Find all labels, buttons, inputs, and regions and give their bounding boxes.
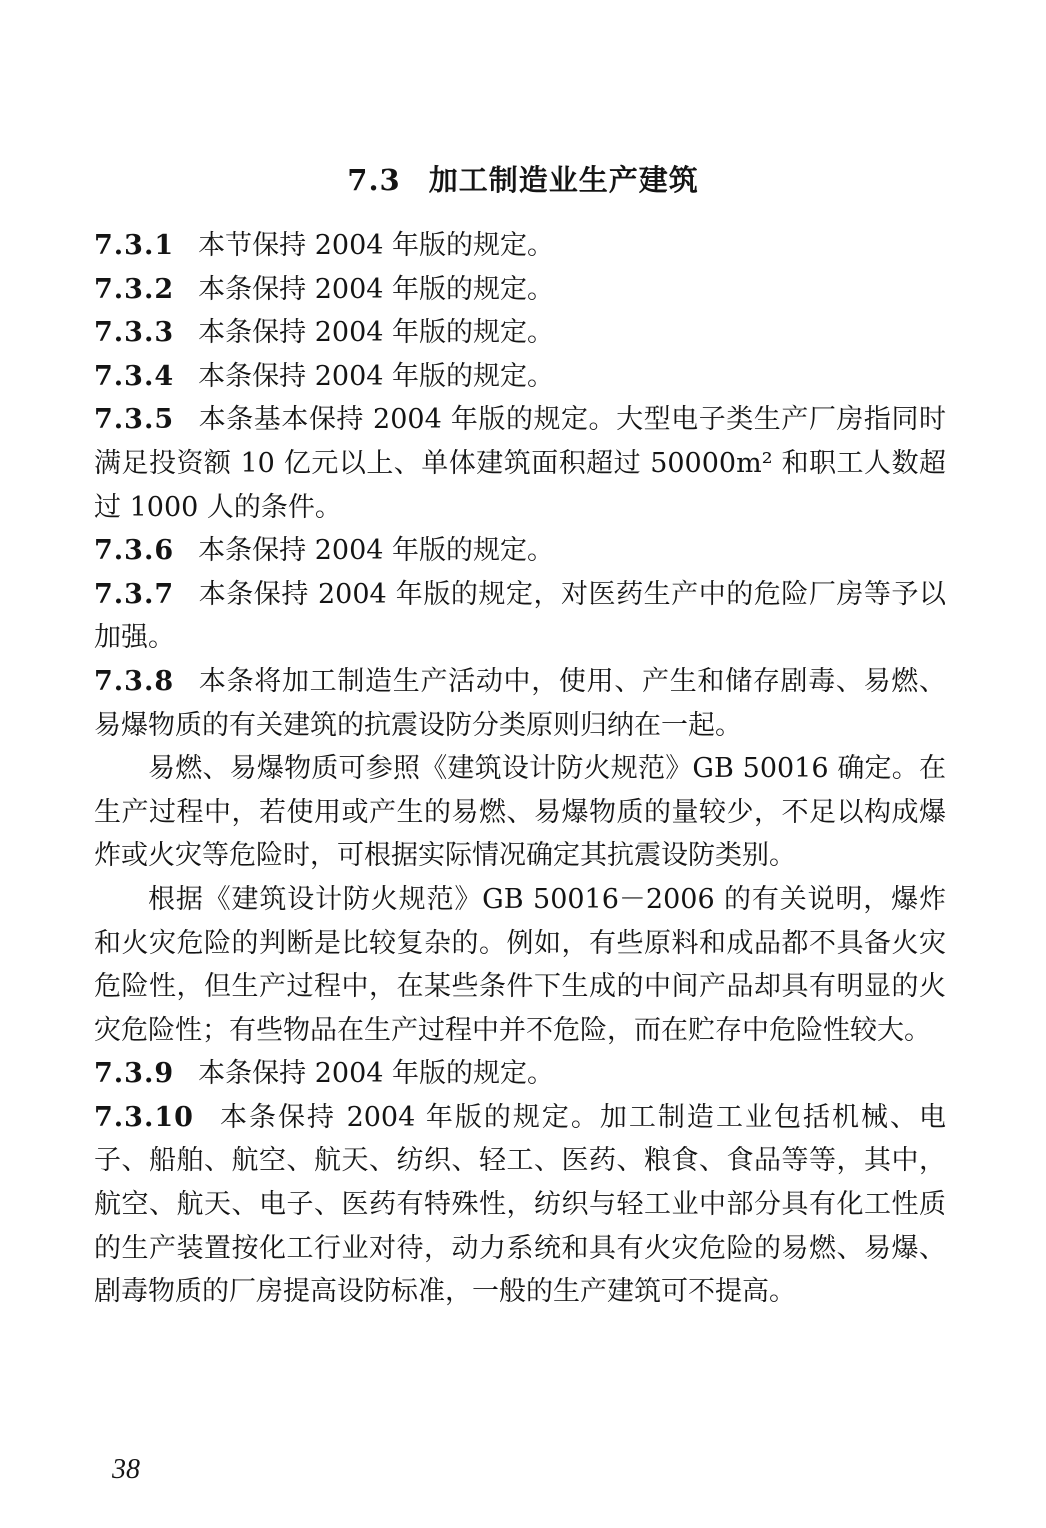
clause-text: 本条保持 2004 年版的规定。: [198, 535, 555, 567]
clause-number: 7.3.7: [94, 578, 175, 610]
section-number: 7.3: [347, 163, 401, 197]
section-title: 加工制造业生产建筑: [428, 163, 699, 197]
clause-7-3-10: [94, 1096, 946, 1314]
clause-7-3-7: [94, 573, 946, 660]
clause-7-3-1: [94, 224, 946, 268]
clause-text: 本条将加工制造生产活动中，使用、产生和储存剧毒、易燃、易爆物质的有关建筑的抗震设防分类原则归纳在一起。: [94, 665, 946, 741]
clause-number: 7.3.3: [94, 317, 175, 349]
page-number: 38: [112, 1454, 140, 1485]
clause-number: 7.3.6: [94, 535, 175, 567]
clause-7-3-2: [94, 268, 946, 312]
clause-7-3-6: [94, 529, 946, 573]
clause-number: 7.3.5: [94, 404, 175, 436]
clause-7-3-8: [94, 660, 946, 747]
clause-7-3-5: [94, 398, 946, 529]
clause-7-3-8-paragraph-2: 根据《建筑设计防火规范》GB 50016－2006 的有关说明，爆炸和火灾危险的判断是比较复杂的。例如，有些原料和成品都不具备火灾危险性，但生产过程中，在某些条件下生成的中间产品却具有明显的火灾危险性；有些物品在生产过程中并不危险，而在贮存中危险性较大。: [94, 883, 946, 1046]
clause-number: 7.3.10: [94, 1101, 194, 1133]
clause-number: 7.3.4: [94, 360, 175, 392]
clause-text: 本条保持 2004 年版的规定。: [198, 273, 555, 305]
clause-7-3-8-paragraph-1: 易燃、易爆物质可参照《建筑设计防火规范》GB 50016 确定。在生产过程中，若使用或产生的易燃、易爆物质的量较少，不足以构成爆炸或火灾等危险时，可根据实际情况确定其抗震设防类别。: [94, 753, 946, 872]
clause-7-3-4: [94, 355, 946, 399]
clause-text: 本条保持 2004 年版的规定。加工制造工业包括机械、电子、船舶、航空、航天、纺织、轻工、医药、粮食、食品等等，其中，航空、航天、电子、医药有特殊性，纺织与轻工业中部分具有化工性质的生产装置按化工行业对待，动力系统和具有火灾危险的易燃、易爆、剧毒物质的厂房提高设防标准，一般的生产建筑可不提高。: [94, 1101, 946, 1308]
clause-text: 本条保持 2004 年版的规定。: [198, 1058, 555, 1090]
clause-number: 7.3.9: [94, 1058, 175, 1090]
clause-number: 7.3.2: [94, 273, 175, 305]
clause-text: 本条保持 2004 年版的规定。: [198, 317, 555, 349]
section-heading: [0, 158, 1046, 199]
clause-text: 本节保持 2004 年版的规定。: [198, 230, 555, 261]
clause-text: 本条保持 2004 年版的规定，对医药生产中的危险厂房等予以加强。: [94, 578, 946, 654]
clause-text: 本条基本保持 2004 年版的规定。大型电子类生产厂房指同时满足投资额 10 亿元以上、单体建筑面积超过 50000m² 和职工人数超过 1000 人的条件。: [94, 404, 946, 523]
clause-number: 7.3.1: [94, 230, 175, 261]
clause-text: 本条保持 2004 年版的规定。: [198, 360, 555, 392]
document-body: [94, 224, 946, 1314]
clause-number: 7.3.8: [94, 665, 175, 697]
clause-7-3-3: [94, 311, 946, 355]
clause-7-3-9: [94, 1052, 946, 1096]
